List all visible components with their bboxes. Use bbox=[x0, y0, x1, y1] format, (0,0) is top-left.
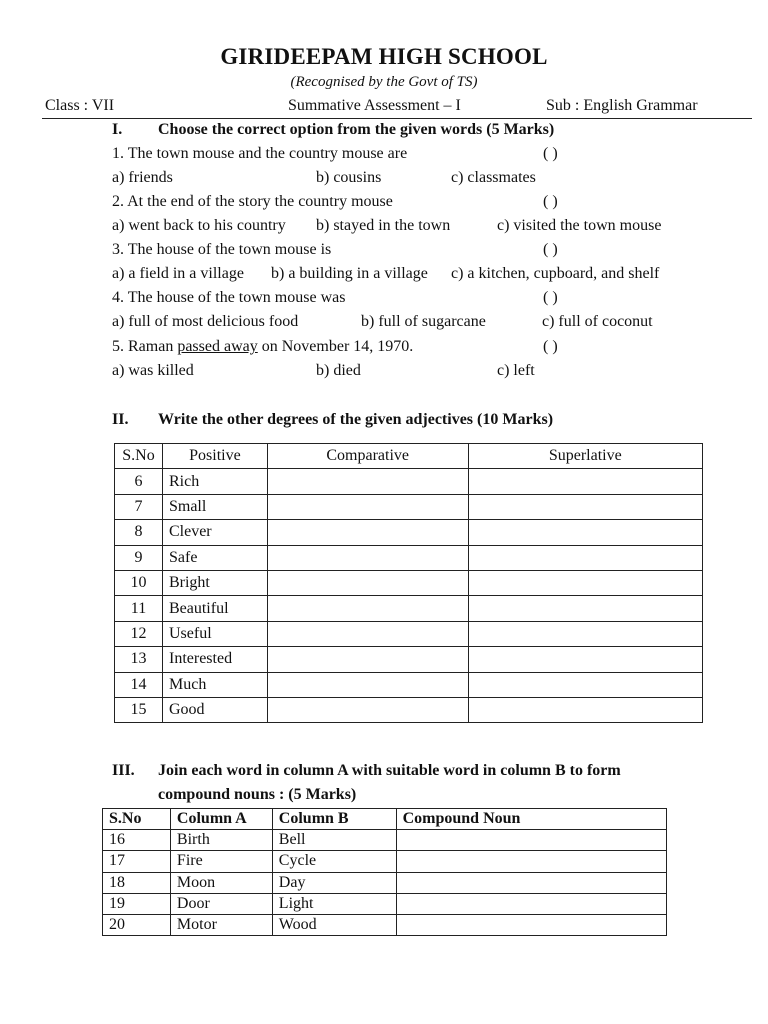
column-a-cell: Birth bbox=[170, 830, 272, 851]
comparative-cell bbox=[267, 494, 468, 519]
table-row bbox=[115, 672, 703, 697]
column-a-cell: Moon bbox=[170, 872, 272, 893]
school-name: GIRIDEEPAM HIGH SCHOOL bbox=[220, 44, 548, 69]
superlative-cell bbox=[468, 596, 703, 621]
row-number: 10 bbox=[115, 570, 163, 595]
row-number: 18 bbox=[103, 872, 171, 893]
row-number: 7 bbox=[115, 494, 163, 519]
adjective-degrees-table bbox=[114, 443, 703, 723]
row-number: 13 bbox=[115, 647, 163, 672]
column-b-cell: Wood bbox=[272, 915, 396, 936]
column-a-cell: Motor bbox=[170, 915, 272, 936]
column-header-column-a: Column A bbox=[170, 809, 272, 830]
positive-cell: Good bbox=[162, 697, 267, 722]
answer-blank: ( ) bbox=[543, 145, 558, 162]
positive-cell: Useful bbox=[162, 621, 267, 646]
section2-heading: Write the other degrees of the given adjectives (10 Marks) bbox=[158, 411, 554, 428]
table-row bbox=[103, 830, 667, 851]
section3-heading-line1: Join each word in column A with suitable word in column B to form bbox=[158, 762, 621, 779]
answer-blank: ( ) bbox=[543, 193, 558, 210]
row-number: 11 bbox=[115, 596, 163, 621]
question-text bbox=[112, 338, 413, 356]
answer-blank: ( ) bbox=[543, 289, 558, 306]
column-header-column-b: Column B bbox=[272, 809, 396, 830]
superlative-cell bbox=[468, 647, 703, 672]
option-c: c) a kitchen, cupboard, and shelf bbox=[451, 265, 660, 282]
header-divider bbox=[42, 118, 752, 119]
positive-cell: Safe bbox=[162, 545, 267, 570]
superlative-cell bbox=[468, 545, 703, 570]
row-number: 8 bbox=[115, 520, 163, 545]
table-row bbox=[115, 520, 703, 545]
positive-cell: Small bbox=[162, 494, 267, 519]
section1-number: I. bbox=[112, 121, 123, 138]
option-b: b) stayed in the town bbox=[316, 217, 451, 234]
table-row bbox=[115, 596, 703, 621]
superlative-cell bbox=[468, 570, 703, 595]
option-a: a) went back to his country bbox=[112, 217, 286, 234]
question-text-start: 5. Raman bbox=[112, 338, 178, 355]
compound-noun-cell bbox=[396, 872, 666, 893]
underlined-phrase: passed away bbox=[177, 338, 258, 355]
column-a-cell: Door bbox=[170, 893, 272, 914]
superlative-cell bbox=[468, 494, 703, 519]
option-c: c) visited the town mouse bbox=[497, 217, 662, 234]
superlative-cell bbox=[468, 621, 703, 646]
table-row bbox=[115, 697, 703, 722]
positive-cell: Much bbox=[162, 672, 267, 697]
option-b: b) died bbox=[316, 362, 361, 379]
column-b-cell: Bell bbox=[272, 830, 396, 851]
answer-blank: ( ) bbox=[543, 241, 558, 258]
column-header-compound-noun: Compound Noun bbox=[396, 809, 666, 830]
row-number: 9 bbox=[115, 545, 163, 570]
row-number: 17 bbox=[103, 851, 171, 872]
superlative-cell bbox=[468, 672, 703, 697]
table-row bbox=[103, 893, 667, 914]
option-a: a) a field in a village bbox=[112, 265, 244, 282]
comparative-cell bbox=[267, 647, 468, 672]
section3-heading-line2: compound nouns : (5 Marks) bbox=[158, 786, 357, 803]
column-a-cell: Fire bbox=[170, 851, 272, 872]
row-number: 14 bbox=[115, 672, 163, 697]
question-text: 1. The town mouse and the country mouse are bbox=[112, 145, 408, 162]
column-header-sno: S.No bbox=[115, 444, 163, 469]
comparative-cell bbox=[267, 621, 468, 646]
compound-nouns-table bbox=[102, 808, 667, 936]
option-b: b) a building in a village bbox=[271, 265, 428, 282]
row-number: 12 bbox=[115, 621, 163, 646]
column-header-sno: S.No bbox=[103, 809, 171, 830]
column-b-cell: Day bbox=[272, 872, 396, 893]
table-row bbox=[115, 621, 703, 646]
subject-label: Sub : English Grammar bbox=[546, 97, 698, 114]
superlative-cell bbox=[468, 520, 703, 545]
row-number: 15 bbox=[115, 697, 163, 722]
option-a: a) full of most delicious food bbox=[112, 313, 299, 330]
option-b: b) cousins bbox=[316, 169, 382, 186]
section2-number: II. bbox=[112, 411, 129, 428]
question-text: 4. The house of the town mouse was bbox=[112, 289, 346, 306]
table-header-row bbox=[103, 809, 667, 830]
table-row bbox=[115, 494, 703, 519]
question-text: 2. At the end of the story the country mouse bbox=[112, 193, 393, 210]
question-text: 3. The house of the town mouse is bbox=[112, 241, 332, 258]
class-label: Class : VII bbox=[45, 97, 115, 114]
comparative-cell bbox=[267, 672, 468, 697]
table-row bbox=[115, 469, 703, 494]
option-c: c) left bbox=[497, 362, 535, 379]
option-a: a) friends bbox=[112, 169, 173, 186]
column-b-cell: Cycle bbox=[272, 851, 396, 872]
table-header-row bbox=[115, 444, 703, 469]
comparative-cell bbox=[267, 545, 468, 570]
superlative-cell bbox=[468, 469, 703, 494]
positive-cell: Beautiful bbox=[162, 596, 267, 621]
column-header-superlative: Superlative bbox=[468, 444, 703, 469]
comparative-cell bbox=[267, 520, 468, 545]
row-number: 19 bbox=[103, 893, 171, 914]
table-row bbox=[115, 545, 703, 570]
question-text-end: on November 14, 1970. bbox=[257, 338, 414, 355]
positive-cell: Clever bbox=[162, 520, 267, 545]
column-header-comparative: Comparative bbox=[267, 444, 468, 469]
compound-noun-cell bbox=[396, 893, 666, 914]
comparative-cell bbox=[267, 596, 468, 621]
positive-cell: Interested bbox=[162, 647, 267, 672]
option-c: c) classmates bbox=[451, 169, 536, 186]
option-a: a) was killed bbox=[112, 362, 194, 379]
table-row bbox=[115, 570, 703, 595]
option-b: b) full of sugarcane bbox=[361, 313, 486, 330]
compound-noun-cell bbox=[396, 851, 666, 872]
exam-label: Summative Assessment – I bbox=[288, 97, 461, 114]
compound-noun-cell bbox=[396, 915, 666, 936]
positive-cell: Bright bbox=[162, 570, 267, 595]
table-row bbox=[103, 851, 667, 872]
comparative-cell bbox=[267, 697, 468, 722]
section1-heading: Choose the correct option from the given words (5 Marks) bbox=[158, 121, 555, 138]
column-header-positive: Positive bbox=[162, 444, 267, 469]
row-number: 20 bbox=[103, 915, 171, 936]
table-row bbox=[115, 647, 703, 672]
row-number: 16 bbox=[103, 830, 171, 851]
answer-blank: ( ) bbox=[543, 338, 558, 355]
column-b-cell: Light bbox=[272, 893, 396, 914]
comparative-cell bbox=[267, 570, 468, 595]
compound-noun-cell bbox=[396, 830, 666, 851]
row-number: 6 bbox=[115, 469, 163, 494]
table-row bbox=[103, 872, 667, 893]
section3-number: III. bbox=[112, 762, 135, 779]
positive-cell: Rich bbox=[162, 469, 267, 494]
superlative-cell bbox=[468, 697, 703, 722]
option-c: c) full of coconut bbox=[542, 313, 653, 330]
recognition-note: (Recognised by the Govt of TS) bbox=[290, 74, 478, 90]
table-row bbox=[103, 915, 667, 936]
comparative-cell bbox=[267, 469, 468, 494]
